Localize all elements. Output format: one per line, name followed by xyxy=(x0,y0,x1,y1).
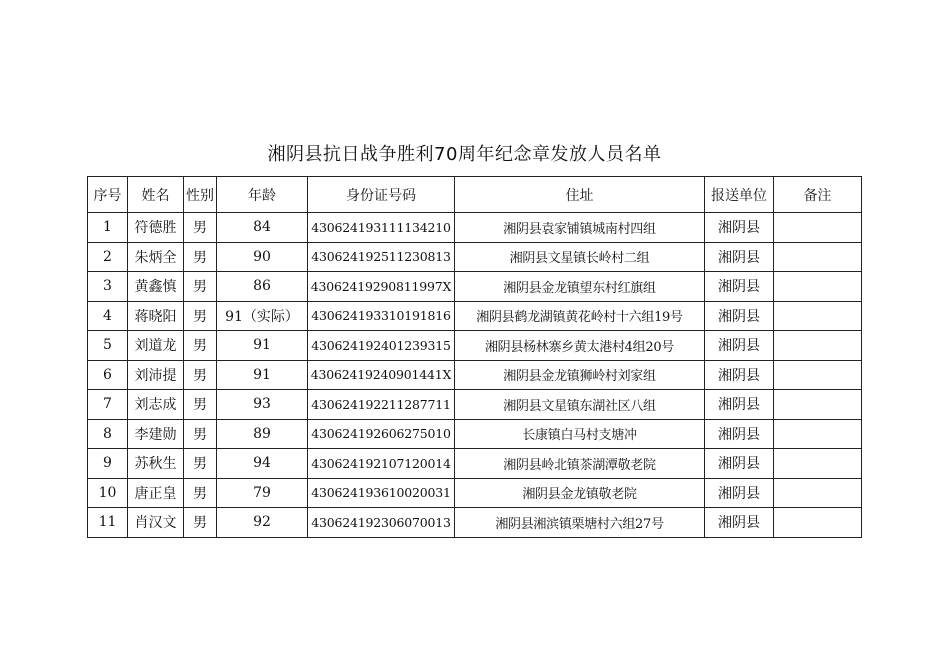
table-row xyxy=(88,360,862,390)
cell-address: 湘阴县金龙镇狮岭村刘家组 xyxy=(455,360,705,390)
cell-note xyxy=(774,272,862,302)
table-row xyxy=(88,301,862,331)
cell-gender: 男 xyxy=(184,301,217,331)
cell-note xyxy=(774,449,862,479)
cell-unit: 湘阴县 xyxy=(705,272,774,302)
cell-age: 89 xyxy=(217,419,308,449)
cell-note xyxy=(774,360,862,390)
page-title: 湘阴县抗日战争胜利70周年纪念章发放人员名单 xyxy=(267,144,662,165)
cell-age: 84 xyxy=(217,213,308,243)
cell-name: 肖汉文 xyxy=(128,508,184,538)
cell-note xyxy=(774,419,862,449)
header-address: 住址 xyxy=(455,177,705,213)
cell-unit: 湘阴县 xyxy=(705,478,774,508)
header-age: 年龄 xyxy=(217,177,308,213)
cell-id-number: 43062419290811997X xyxy=(308,272,455,302)
cell-no: 4 xyxy=(88,301,128,331)
table-row xyxy=(88,390,862,420)
cell-gender: 男 xyxy=(184,419,217,449)
cell-unit: 湘阴县 xyxy=(705,242,774,272)
cell-no: 11 xyxy=(88,508,128,538)
cell-note xyxy=(774,390,862,420)
cell-gender: 男 xyxy=(184,242,217,272)
cell-id-number: 430624192306070013 xyxy=(308,508,455,538)
table-row xyxy=(88,242,862,272)
cell-id-number: 43062419240901441X xyxy=(308,360,455,390)
table-row xyxy=(88,331,862,361)
cell-id-number: 430624193310191816 xyxy=(308,301,455,331)
cell-name: 朱炳全 xyxy=(128,242,184,272)
cell-age: 93 xyxy=(217,390,308,420)
cell-address: 湘阴县文星镇东湖社区八组 xyxy=(455,390,705,420)
cell-note xyxy=(774,331,862,361)
cell-address: 湘阴县金龙镇望东村红旗组 xyxy=(455,272,705,302)
header-unit: 报送单位 xyxy=(705,177,774,213)
cell-address: 湘阴县鹤龙湖镇黄花岭村十六组19号 xyxy=(455,301,705,331)
cell-name: 符德胜 xyxy=(128,213,184,243)
cell-gender: 男 xyxy=(184,478,217,508)
cell-name: 唐正皇 xyxy=(128,478,184,508)
cell-id-number: 430624192511230813 xyxy=(308,242,455,272)
table-row xyxy=(88,478,862,508)
cell-address: 湘阴县杨林寨乡黄太港村4组20号 xyxy=(455,331,705,361)
cell-id-number: 430624193610020031 xyxy=(308,478,455,508)
cell-age: 94 xyxy=(217,449,308,479)
cell-gender: 男 xyxy=(184,272,217,302)
cell-age: 79 xyxy=(217,478,308,508)
table-row xyxy=(88,449,862,479)
cell-unit: 湘阴县 xyxy=(705,331,774,361)
table-row xyxy=(88,508,862,538)
header-name: 姓名 xyxy=(128,177,184,213)
cell-name: 苏秋生 xyxy=(128,449,184,479)
cell-unit: 湘阴县 xyxy=(705,419,774,449)
cell-no: 1 xyxy=(88,213,128,243)
table-row xyxy=(88,272,862,302)
cell-id-number: 430624192107120014 xyxy=(308,449,455,479)
cell-address: 湘阴县岭北镇茶湖潭敬老院 xyxy=(455,449,705,479)
cell-gender: 男 xyxy=(184,449,217,479)
cell-unit: 湘阴县 xyxy=(705,301,774,331)
header-no: 序号 xyxy=(88,177,128,213)
cell-no: 3 xyxy=(88,272,128,302)
cell-unit: 湘阴县 xyxy=(705,213,774,243)
cell-no: 2 xyxy=(88,242,128,272)
cell-unit: 湘阴县 xyxy=(705,360,774,390)
cell-gender: 男 xyxy=(184,390,217,420)
cell-note xyxy=(774,508,862,538)
cell-gender: 男 xyxy=(184,213,217,243)
cell-no: 9 xyxy=(88,449,128,479)
cell-unit: 湘阴县 xyxy=(705,508,774,538)
cell-name: 刘沛提 xyxy=(128,360,184,390)
cell-no: 6 xyxy=(88,360,128,390)
cell-name: 刘志成 xyxy=(128,390,184,420)
cell-address: 长康镇白马村支塘冲 xyxy=(455,419,705,449)
cell-note xyxy=(774,213,862,243)
header-row xyxy=(88,177,862,213)
cell-age: 90 xyxy=(217,242,308,272)
table-row xyxy=(88,213,862,243)
cell-address: 湘阴县金龙镇敬老院 xyxy=(455,478,705,508)
cell-address: 湘阴县湘滨镇栗塘村六组27号 xyxy=(455,508,705,538)
cell-no: 8 xyxy=(88,419,128,449)
cell-name: 黄鑫慎 xyxy=(128,272,184,302)
cell-gender: 男 xyxy=(184,508,217,538)
header-note: 备注 xyxy=(774,177,862,213)
cell-unit: 湘阴县 xyxy=(705,449,774,479)
cell-note xyxy=(774,478,862,508)
cell-no: 10 xyxy=(88,478,128,508)
cell-id-number: 430624192401239315 xyxy=(308,331,455,361)
cell-gender: 男 xyxy=(184,360,217,390)
cell-no: 5 xyxy=(88,331,128,361)
cell-age: 86 xyxy=(217,272,308,302)
table-row xyxy=(88,419,862,449)
cell-no: 7 xyxy=(88,390,128,420)
cell-unit: 湘阴县 xyxy=(705,390,774,420)
cell-age: 91（实际） xyxy=(217,301,308,331)
cell-age: 91 xyxy=(217,331,308,361)
cell-address: 湘阴县文星镇长岭村二组 xyxy=(455,242,705,272)
header-id-number: 身份证号码 xyxy=(308,177,455,213)
cell-name: 蒋晓阳 xyxy=(128,301,184,331)
cell-note xyxy=(774,301,862,331)
cell-id-number: 430624192211287711 xyxy=(308,390,455,420)
cell-note xyxy=(774,242,862,272)
header-gender: 性别 xyxy=(184,177,217,213)
cell-id-number: 430624192606275010 xyxy=(308,419,455,449)
cell-id-number: 430624193111134210 xyxy=(308,213,455,243)
cell-age: 91 xyxy=(217,360,308,390)
roster-table xyxy=(87,176,862,538)
cell-name: 李建勋 xyxy=(128,419,184,449)
cell-gender: 男 xyxy=(184,331,217,361)
cell-name: 刘道龙 xyxy=(128,331,184,361)
cell-address: 湘阴县袁家铺镇城南村四组 xyxy=(455,213,705,243)
cell-age: 92 xyxy=(217,508,308,538)
